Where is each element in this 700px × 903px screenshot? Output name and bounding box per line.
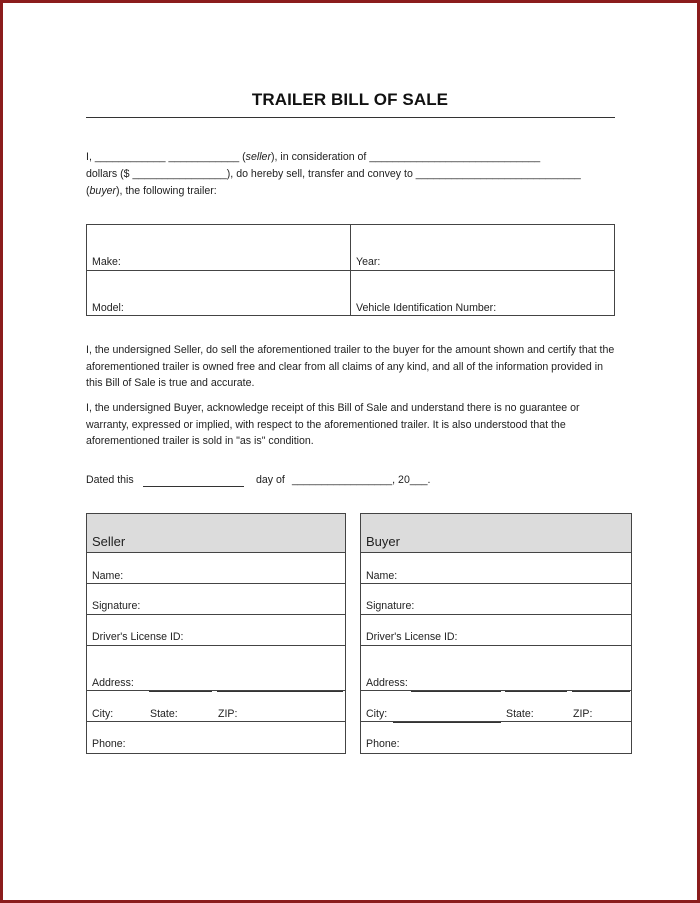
model-label: Model: [92,302,124,314]
seller-address-blank[interactable] [217,691,343,692]
dated-day-blank[interactable] [143,486,244,487]
buyer-zip-field[interactable]: ZIP: [573,708,593,720]
buyer-phone-field[interactable]: Phone: [366,738,400,750]
table-row-divider [87,583,345,584]
buyer-table-header [361,514,631,553]
table-row-divider [361,583,631,584]
table-row-divider [87,645,345,646]
intro-line-1 [86,151,540,163]
buyer-address-blank[interactable] [505,691,567,692]
year-label: Year: [356,256,381,268]
intro-line-1-end: ), in consideration of _____________________________ [270,151,541,163]
seller-table [86,513,346,754]
buyer-address-blank[interactable] [411,691,501,692]
buyer-table [360,513,632,754]
buyer-city-blank[interactable] [393,722,501,723]
buyer-statement-text: I, the undersigned Buyer, acknowledge receipt of this Bill of Sale and understand there is no guarantee or warranty, expressed or implied, with respect to the aforementioned trailer. It is also understood that the aforementioned trailer is sold in "as is" condition. [86,402,580,447]
seller-city-field[interactable]: City: [92,708,114,720]
seller-address-field[interactable]: Address: [92,677,134,689]
seller-license-field[interactable]: Driver's License ID: [92,631,184,643]
buyer-city-field[interactable]: City: [366,708,388,720]
seller-table-header [87,514,345,553]
seller-zip-field[interactable]: ZIP: [218,708,238,720]
page-title: TRAILER BILL OF SALE [251,90,449,109]
month-blank-text: _________________ [292,474,393,486]
vin-label: Vehicle Identification Number: [356,302,497,314]
vehicle-table [86,224,615,316]
seller-statement-text: I, the undersigned Seller, do sell the aforementioned trailer to the buyer for the amount shown and certify that the aforementioned trailer is owned free and clear from all claims of any kind, and all of the information provided in this Bill of Sale is true and accurate. [86,344,615,389]
seller-state-field[interactable]: State: [150,708,178,720]
intro-seller-word: seller [245,151,271,163]
intro-line-1-start: I, ____________ ____________ ( [86,151,246,163]
seller-name-field[interactable]: Name: [92,570,124,582]
intro-line-3-end: ), the following trailer: [116,185,217,197]
title-rule [86,117,615,118]
dated-this-label: Dated this [86,474,134,486]
buyer-address-blank[interactable] [572,691,630,692]
intro-line-2: dollars ($ ________________), do hereby sell, transfer and convey to ____________________________ [86,168,581,180]
month-blank[interactable] [292,474,430,486]
year-text: , 20___. [392,474,431,486]
buyer-address-field[interactable]: Address: [366,677,408,689]
vehicle-table-divider [87,270,614,271]
intro-buyer-word: buyer [89,185,117,197]
table-row-divider [87,614,345,615]
intro-line-3: (buyer), the following trailer: [86,185,217,197]
make-label: Make: [92,256,121,268]
buyer-state-field[interactable]: State: [506,708,534,720]
buyer-statement [86,400,620,450]
seller-address-blank[interactable] [149,691,212,692]
seller-statement [86,342,620,392]
table-row-divider [87,721,345,722]
buyer-license-field[interactable]: Driver's License ID: [366,631,458,643]
buyer-signature-field[interactable]: Signature: [366,600,415,612]
day-of-label: day of [256,474,285,486]
buyer-heading: Buyer [366,534,400,549]
seller-signature-field[interactable]: Signature: [92,600,141,612]
table-row-divider [361,614,631,615]
seller-phone-field[interactable]: Phone: [92,738,126,750]
buyer-name-field[interactable]: Name: [366,570,398,582]
table-row-divider [361,645,631,646]
seller-heading: Seller [92,534,126,549]
